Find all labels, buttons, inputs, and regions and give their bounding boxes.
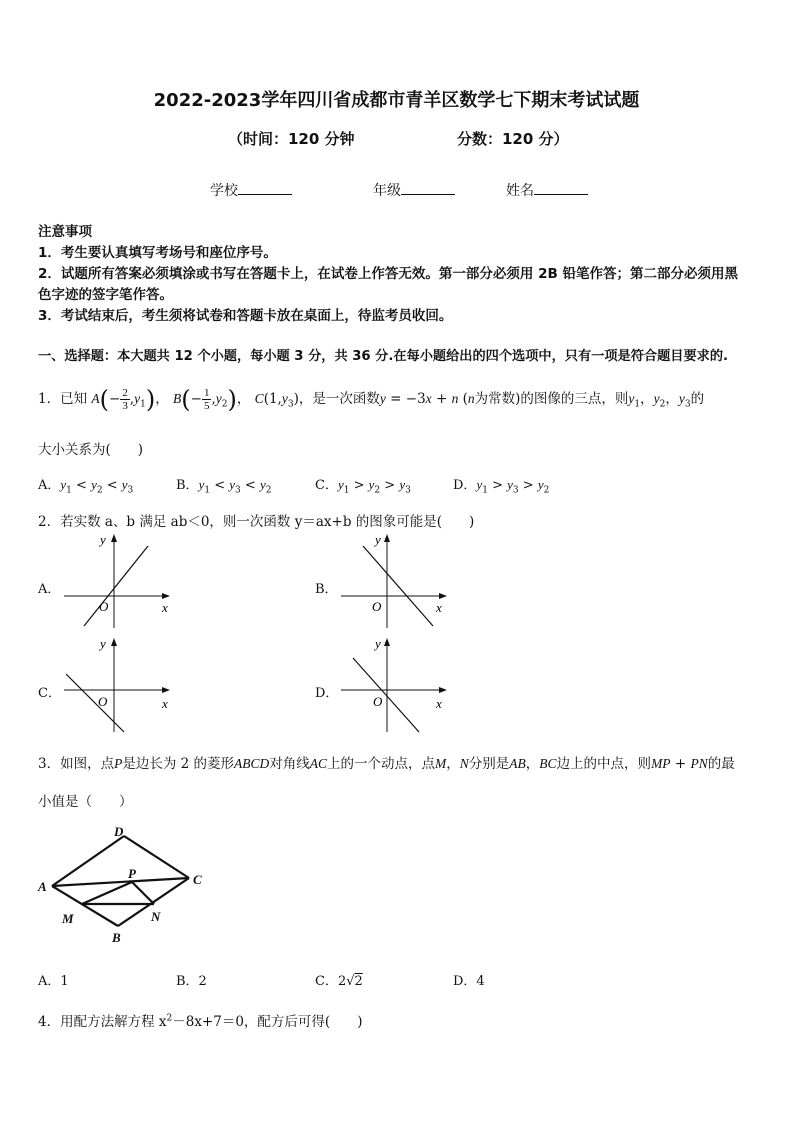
q2-graph-a: [58, 532, 178, 632]
q1-option-c[interactable]: C．$y_1 > y_2 > y_3$: [315, 477, 411, 496]
q3-option-c[interactable]: C．2√2: [315, 974, 363, 989]
exam-time: （时间：120 分钟: [228, 130, 355, 148]
point-n-label: N: [151, 909, 161, 924]
x-axis-label: x: [436, 696, 442, 711]
section-1-heading: 一、选择题：本大题共 12 个小题，每小题 3 分，共 36 分.在每小题给出的四个选项中，只有一项是符合题目要求的.: [38, 349, 729, 364]
q3-rhombus-figure: [34, 822, 224, 950]
x-axis-label: x: [162, 600, 168, 615]
x-axis-label: x: [162, 696, 168, 711]
note-2: 2．试题所有答案必须填涂或书写在答题卡上，在试卷上作答无效。第一部分必须用 2B 铅笔作答；第二部分必须用黑: [38, 266, 738, 282]
q2-graph-c: [58, 636, 178, 736]
school-field: 学校: [210, 180, 292, 200]
question-4: 4．用配方法解方程 $x^2-8x+7=0$，配方后可得( ): [38, 1013, 363, 1030]
y-axis-label: y: [375, 532, 381, 547]
q1-option-a[interactable]: A．$y_1 < y_2 < y_3$: [38, 477, 134, 496]
name-field: 姓名: [506, 180, 588, 200]
q1-option-b[interactable]: B．$y_1 < y_3 < y_2$: [176, 477, 272, 496]
grade-field: 年级: [373, 180, 455, 200]
note-1: 1．考生要认真填写考场号和座位序号。: [38, 245, 277, 261]
q2-option-c[interactable]: C．: [38, 686, 61, 701]
q3-option-b[interactable]: B．2: [176, 974, 207, 989]
point-p-label: P: [128, 866, 136, 881]
vertex-d-label: D: [114, 824, 124, 839]
question-3: 3．如图，点P是边长为 2 的菱形ABCD对角线AC上的一个动点，点M，N分别是AB，BC边上的中点，则MP + PN的最: [38, 756, 735, 772]
q2-graph-b: [335, 532, 455, 632]
q2-option-b[interactable]: B．: [315, 582, 338, 597]
vertex-b-label: B: [112, 930, 121, 945]
origin-label: O: [372, 599, 382, 614]
question-2: 2．若实数 a、b 满足 ab＜0，则一次函数 y＝ax+b 的图象可能是( ): [38, 514, 475, 530]
point-m-label: M: [62, 911, 74, 926]
note-3: 3．考试结束后，考生须将试卷和答题卡放在桌面上，待监考员收回。: [38, 308, 453, 324]
y-axis-label: y: [100, 636, 106, 651]
question-3-cont: 小值是（ ）: [38, 794, 133, 810]
origin-label: O: [99, 599, 109, 614]
y-axis-label: y: [375, 636, 381, 651]
origin-label: O: [373, 694, 383, 709]
note-2-cont: 色字迹的签字笔作答。: [38, 287, 173, 303]
exam-score: 分数：120 分）: [457, 130, 569, 148]
q2-graph-d: [335, 636, 455, 736]
vertex-c-label: C: [193, 872, 202, 887]
q2-option-d[interactable]: D．: [315, 686, 339, 701]
q2-option-a[interactable]: A．: [38, 582, 61, 597]
x-axis-label: x: [436, 600, 442, 615]
vertex-a-label: A: [38, 879, 47, 894]
question-1: 1．已知 A(− $\frac{2}{3}$ $,y_1$)， B(− $\frac{1}{5}$ $,y_2$)， $C(1,y_3)$，是一次函数y = −3x + n (n为常数)的图像的三点，则$y_1$，$y_2$，$y_3$的: [38, 385, 705, 414]
question-1-cont: 大小关系为( ): [38, 442, 144, 458]
q3-option-d[interactable]: D．4: [453, 974, 485, 989]
y-axis-label: y: [100, 532, 106, 547]
origin-label: O: [98, 694, 108, 709]
q1-option-d[interactable]: D．$y_1 > y_3 > y_2$: [453, 477, 550, 496]
q3-option-a[interactable]: A．1: [38, 974, 69, 989]
exam-title: 2022-2023学年四川省成都市青羊区数学七下期末考试试题: [153, 90, 640, 111]
notes-heading: 注意事项: [38, 224, 92, 240]
